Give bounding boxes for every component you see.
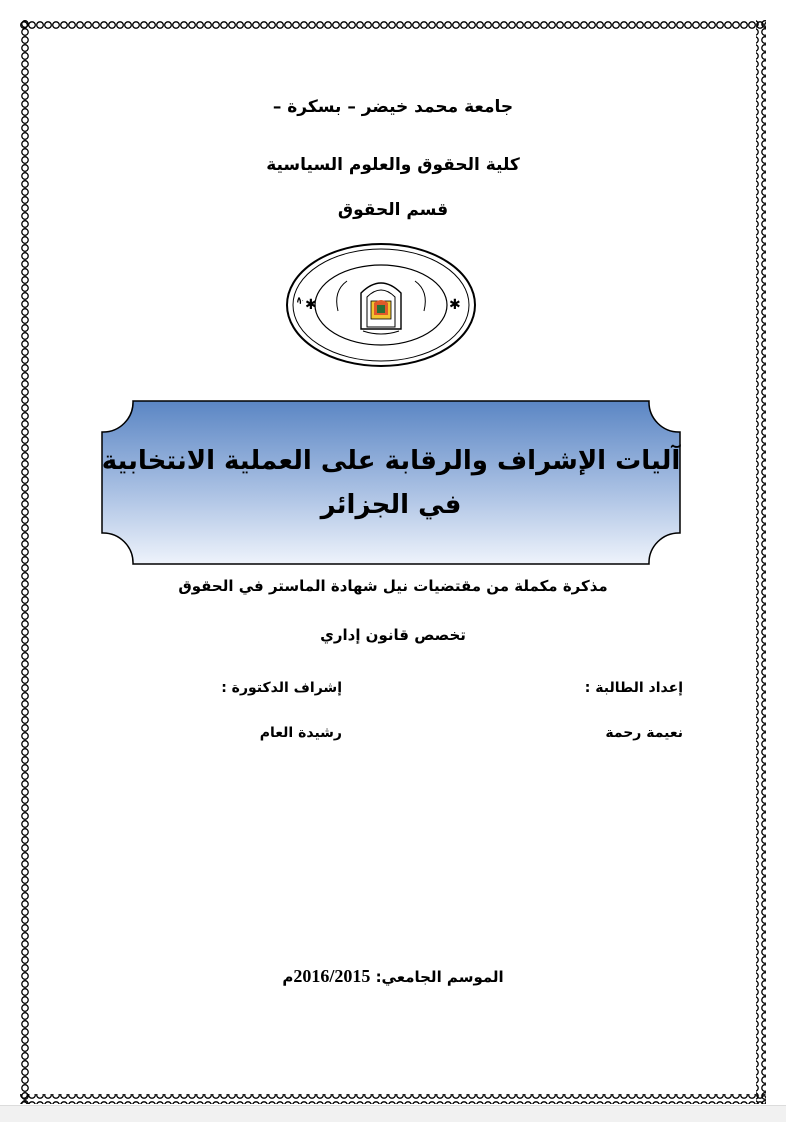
student-name: نعيمة رحمة — [605, 725, 683, 741]
supervisor-name: رشيدة العام — [259, 725, 342, 741]
department-name: قسم الحقوق — [337, 200, 449, 220]
svg-text:✱: ✱ — [305, 297, 317, 313]
title-line-2: في الجزائر — [320, 489, 462, 520]
university-name: جامعة محمد خيضر – بسكرة – — [272, 97, 514, 117]
seal-ring-text: ج — [292, 295, 305, 305]
page-bottom-edge — [0, 1105, 786, 1122]
university-seal-icon — [283, 241, 479, 369]
season-suffix: م — [282, 968, 294, 986]
specialty: تخصص قانون إداري — [320, 626, 466, 644]
season-year: 2016/2015 — [293, 966, 371, 986]
season-label: الموسم الجامعي: — [375, 968, 504, 986]
title-line-1: آليات الإشراف والرقابة على العملية الانتخابية — [101, 445, 681, 476]
supervised-by-label: إشراف الدكتورة : — [221, 680, 342, 696]
memo-subtitle: مذكرة مكملة من مقتضيات نيل شهادة الماستر في الحقوق — [178, 577, 608, 595]
academic-season — [0, 966, 786, 987]
faculty-name: كلية الحقوق والعلوم السياسية — [266, 155, 520, 175]
svg-text:✱: ✱ — [449, 297, 461, 313]
title-banner — [101, 400, 681, 565]
prepared-by-label: إعداد الطالبة : — [584, 680, 683, 696]
